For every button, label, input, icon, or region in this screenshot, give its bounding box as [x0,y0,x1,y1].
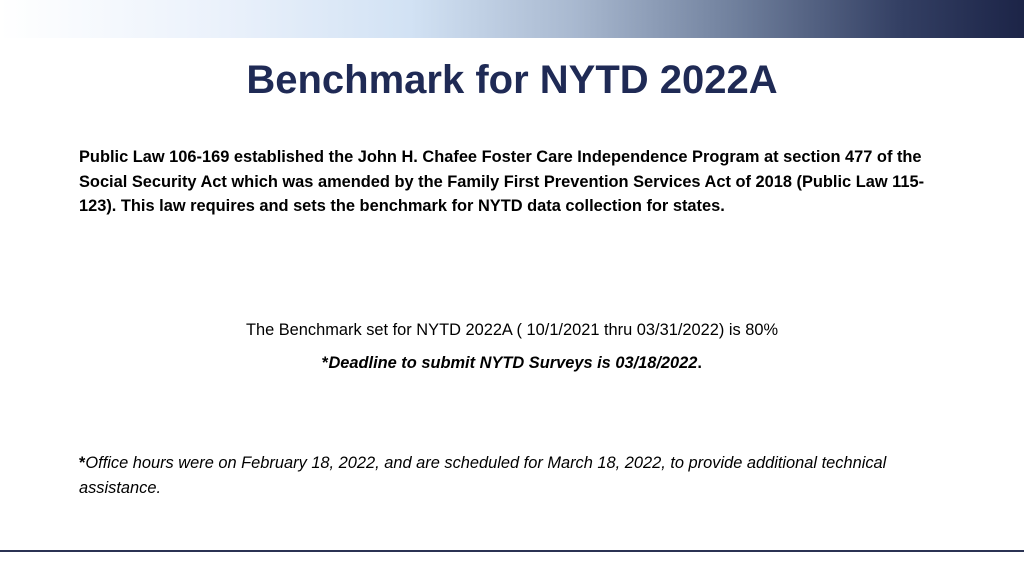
slide-title: Benchmark for NYTD 2022A [246,58,778,102]
deadline-asterisk: * [322,354,329,372]
bottom-divider [0,550,1024,552]
intro-paragraph: Public Law 106-169 established the John H. Chafee Foster Care Independence Program at section 477 of the Social Security Act which was amended by the Family First Prevention Services Act of 2018 (Public Law 115-123). This law requires and sets the benchmark for NYTD data collection for states. [79,148,925,215]
benchmark-statement: The Benchmark set for NYTD 2022A ( 10/1/2021 thru 03/31/2022) is 80% [245,321,779,339]
deadline-period: . [697,354,702,372]
header-gradient-band [0,0,1024,38]
deadline-text: Deadline to submit NYTD Surveys is 03/18/2022 [328,354,698,372]
office-hours-asterisk: * [79,454,86,472]
office-hours-note [79,451,959,500]
deadline-statement [0,351,1024,375]
office-hours-text: Office hours were on February 18, 2022, and are scheduled for March 18, 2022, to provide additional technical assistance. [79,454,887,497]
